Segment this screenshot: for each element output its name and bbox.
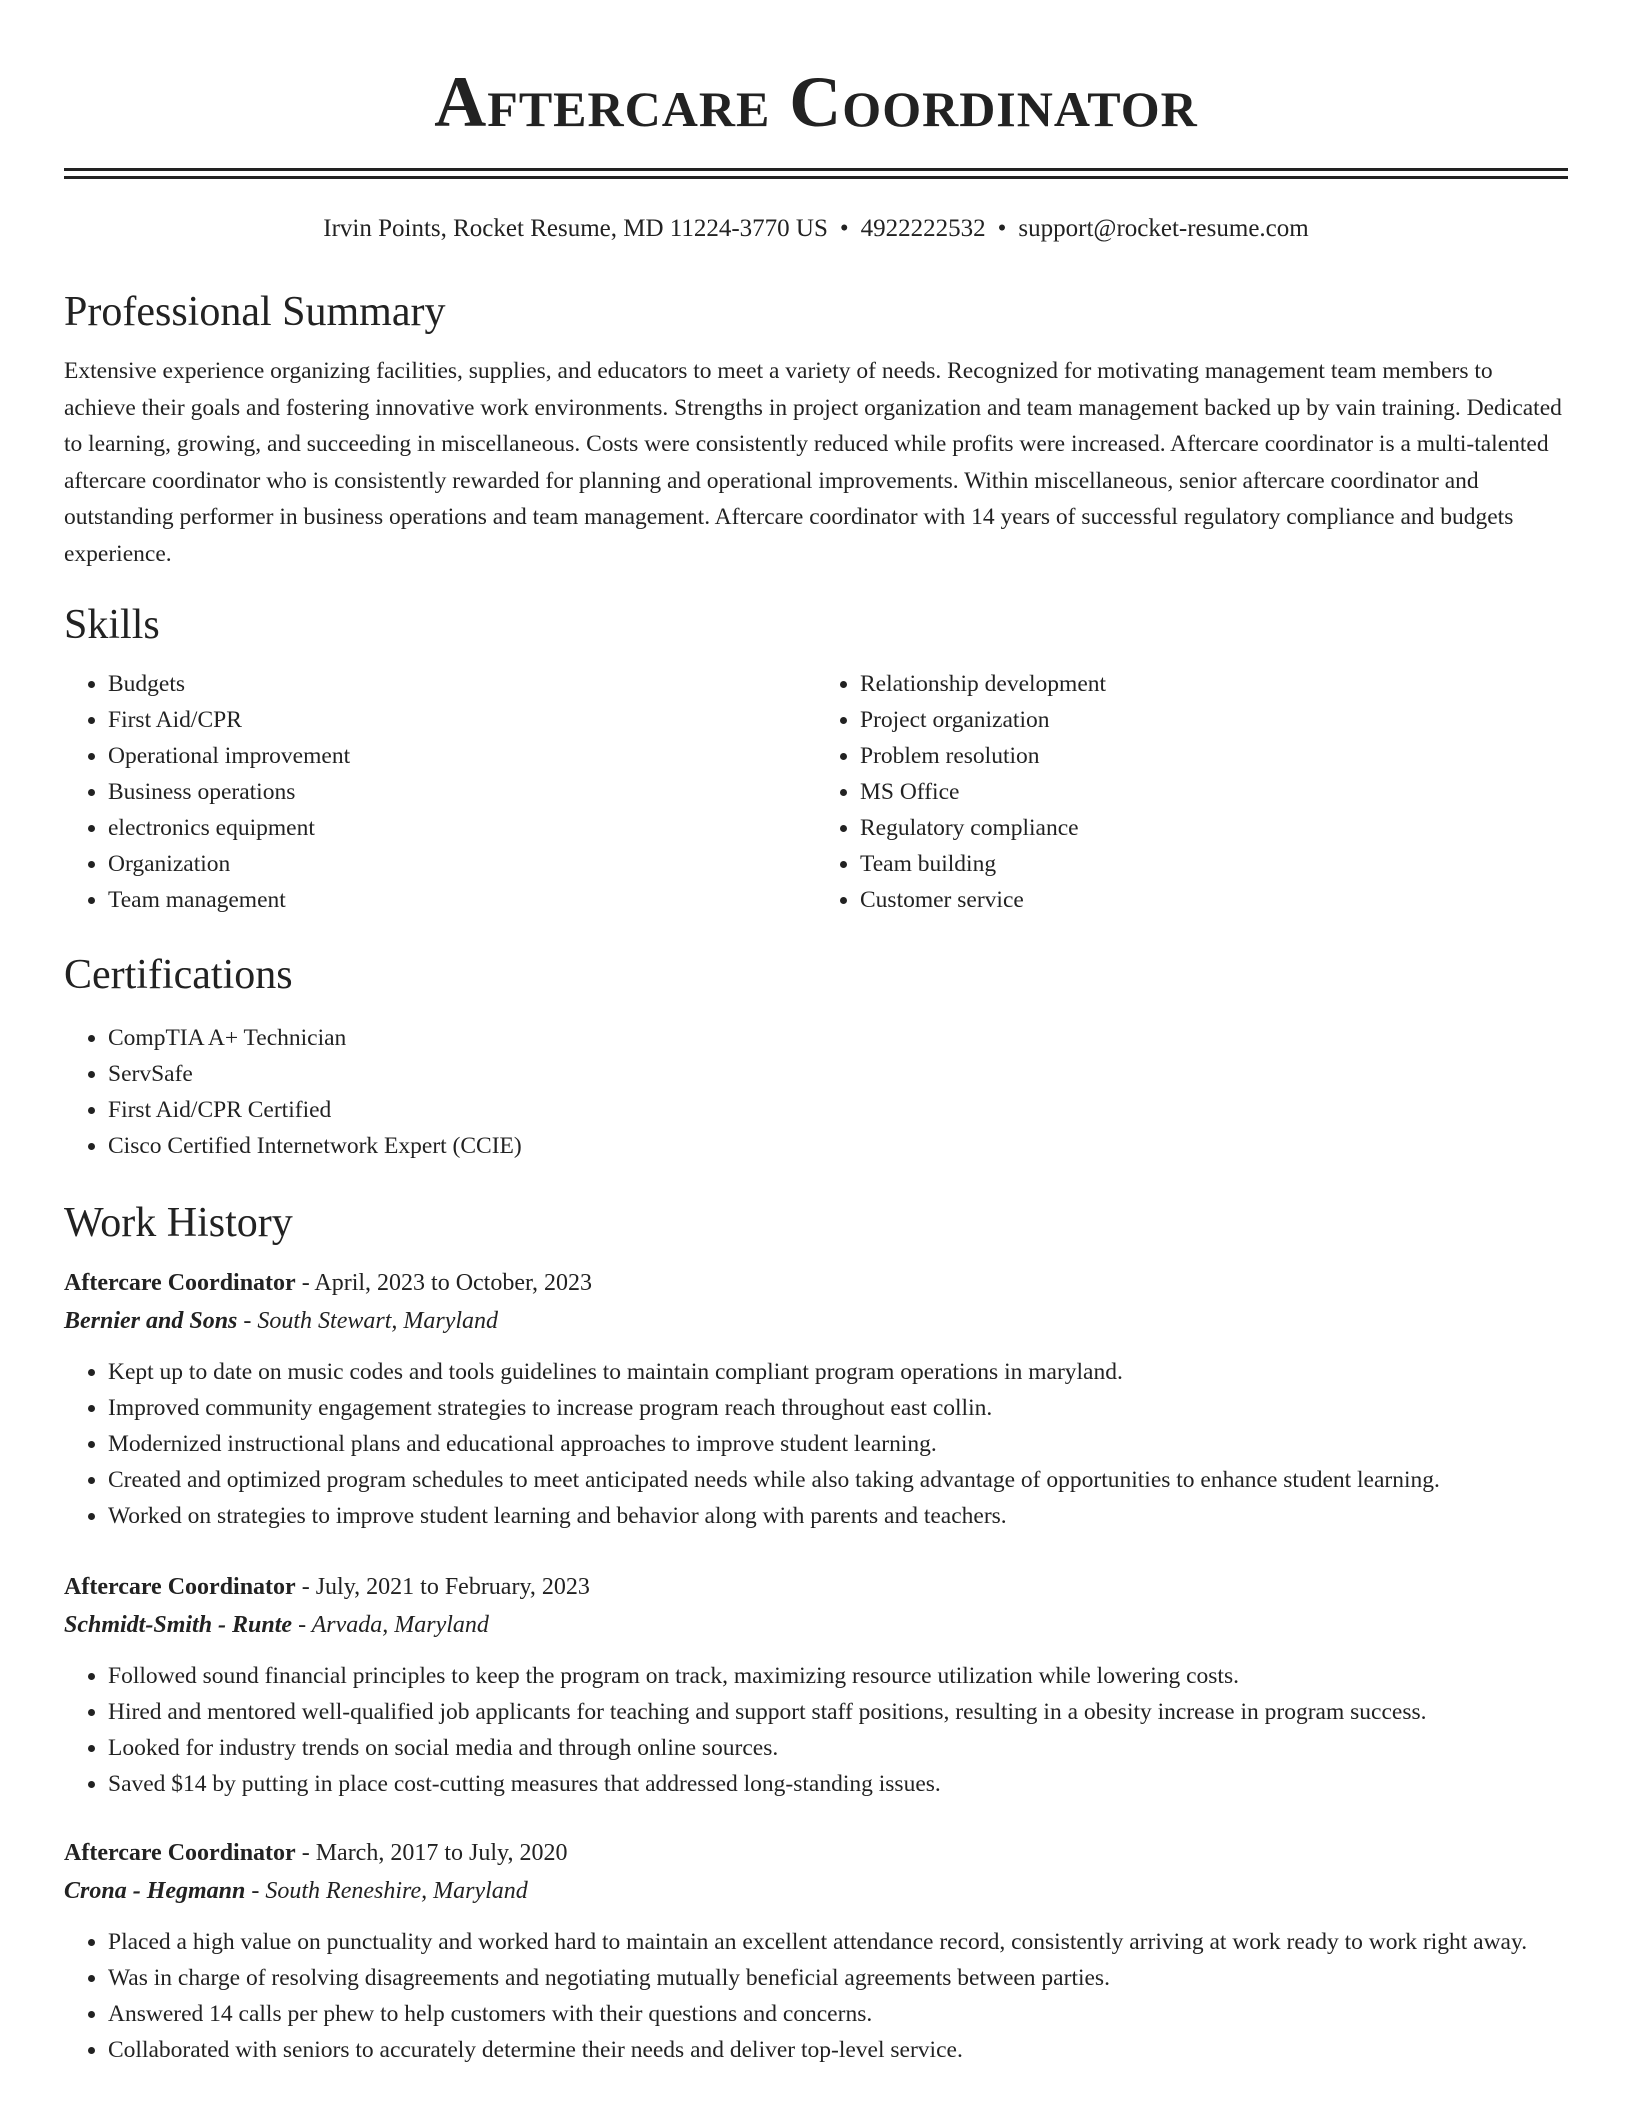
header-rule-top: [64, 168, 1568, 171]
certification-item: • CompTIA A+ Technician: [108, 1020, 1568, 1056]
job-dates: - July, 2021 to February, 2023: [295, 1574, 590, 1600]
job-bullet: • Followed sound financial principles to keep the program on track, maximizing resource utilization while lowering costs.: [108, 1658, 1568, 1694]
job-company: Bernier and Sons: [64, 1308, 238, 1334]
job-bullets: [64, 1354, 1568, 1534]
skill-item: • Relationship development: [860, 666, 1568, 702]
job-heading: [64, 1834, 1568, 1872]
job-bullet: • Worked on strategies to improve student learning and behavior along with parents and teachers.: [108, 1498, 1568, 1534]
job-bullet: • Kept up to date on music codes and tools guidelines to maintain compliant program operations in maryland.: [108, 1354, 1568, 1390]
job-bullets: [64, 1658, 1568, 1802]
contact-phone: 4922222532: [860, 215, 986, 242]
resume-page: [64, 0, 1568, 2068]
skills-list-right: [816, 666, 1568, 918]
contact-email: support@rocket-resume.com: [1018, 215, 1309, 242]
job-employer: [64, 1872, 1568, 1910]
contact-address: Irvin Points, Rocket Resume, MD 11224-3770 US: [323, 215, 828, 242]
job-bullet: • Was in charge of resolving disagreements and negotiating mutually beneficial agreements between parties.: [108, 1960, 1568, 1996]
contact-separator: •: [997, 215, 1007, 242]
skill-item: • Customer service: [860, 882, 1568, 918]
job-entry: [64, 1264, 1568, 1534]
certification-item: • First Aid/CPR Certified: [108, 1092, 1568, 1128]
skill-item: • Business operations: [108, 774, 816, 810]
job-company: Crona - Hegmann: [64, 1878, 246, 1904]
job-location: - South Stewart, Maryland: [237, 1308, 499, 1334]
summary-text: Extensive experience organizing facilities, supplies, and educators to meet a variety of needs. Recognized for motivating management team members to achieve their goals and fostering innovative work environments. Strengths in project organization and team management backed up by vain training. Dedicated to learning, growing, and succeeding in miscellaneous. Costs were consistently reduced while profits were increased. Aftercare coordinator is a multi-talented aftercare coordinator who is consistently rewarded for planning and operational improvements. Within miscellaneous, senior aftercare coordinator and outstanding performer in business operations and team management. Aftercare coordinator with 14 years of successful regulatory compliance and budgets experience.: [64, 358, 1562, 567]
skill-item: • First Aid/CPR: [108, 702, 816, 738]
job-role: Aftercare Coordinator: [64, 1270, 296, 1296]
job-bullet: • Looked for industry trends on social media and through online sources.: [108, 1730, 1568, 1766]
job-bullet: • Hired and mentored well-qualified job applicants for teaching and support staff positions, resulting in a obesity increase in program success.: [108, 1694, 1568, 1730]
job-bullet: • Collaborated with seniors to accurately determine their needs and deliver top-level service.: [108, 2032, 1568, 2068]
work-history-section-title: Work History: [64, 1200, 293, 1246]
certifications-section-title: Certifications: [64, 952, 293, 998]
job-dates: - March, 2017 to July, 2020: [295, 1840, 568, 1866]
skill-item: • Organization: [108, 846, 816, 882]
skill-item: • electronics equipment: [108, 810, 816, 846]
job-company: Schmidt-Smith - Runte: [64, 1612, 293, 1638]
skill-item: • Budgets: [108, 666, 816, 702]
job-bullet: • Saved $14 by putting in place cost-cutting measures that addressed long-standing issues.: [108, 1766, 1568, 1802]
job-entry: [64, 1834, 1568, 2068]
certifications-list: [64, 1020, 1568, 1164]
certification-item: • ServSafe: [108, 1056, 1568, 1092]
job-role: Aftercare Coordinator: [64, 1574, 296, 1600]
skill-item: • Regulatory compliance: [860, 810, 1568, 846]
skills-list-left: [64, 666, 816, 918]
contact-separator: •: [839, 215, 849, 242]
job-bullet: • Created and optimized program schedules to meet anticipated needs while also taking advantage of opportunities to enhance student learning.: [108, 1462, 1568, 1498]
job-heading: [64, 1264, 1568, 1302]
job-bullet: • Modernized instructional plans and educational approaches to improve student learning.: [108, 1426, 1568, 1462]
skill-item: • MS Office: [860, 774, 1568, 810]
summary-section-title: Professional Summary: [64, 289, 446, 335]
certification-item: • Cisco Certified Internetwork Expert (CCIE): [108, 1128, 1568, 1164]
job-bullet: • Answered 14 calls per phew to help customers with their questions and concerns.: [108, 1996, 1568, 2032]
skill-item: • Problem resolution: [860, 738, 1568, 774]
job-bullet: • Improved community engagement strategies to increase program reach throughout east collin.: [108, 1390, 1568, 1426]
job-employer: [64, 1606, 1568, 1644]
skills-columns: [64, 666, 1568, 918]
job-location: - South Reneshire, Maryland: [245, 1878, 528, 1904]
job-bullets: [64, 1924, 1568, 2068]
job-bullet: • Placed a high value on punctuality and worked hard to maintain an excellent attendance record, consistently arriving at work ready to work right away.: [108, 1924, 1568, 1960]
job-location: - Arvada, Maryland: [292, 1612, 489, 1638]
resume-name-heading: Aftercare Coordinator: [434, 62, 1198, 142]
job-entry: [64, 1568, 1568, 1802]
contact-line: [64, 213, 1568, 245]
job-heading: [64, 1568, 1568, 1606]
header-rule-bottom: [64, 176, 1568, 179]
skill-item: • Operational improvement: [108, 738, 816, 774]
skill-item: • Team building: [860, 846, 1568, 882]
job-role: Aftercare Coordinator: [64, 1840, 296, 1866]
skill-item: • Project organization: [860, 702, 1568, 738]
skills-section-title: Skills: [64, 602, 160, 648]
job-dates: - April, 2023 to October, 2023: [295, 1270, 593, 1296]
skill-item: • Team management: [108, 882, 816, 918]
job-employer: [64, 1302, 1568, 1340]
